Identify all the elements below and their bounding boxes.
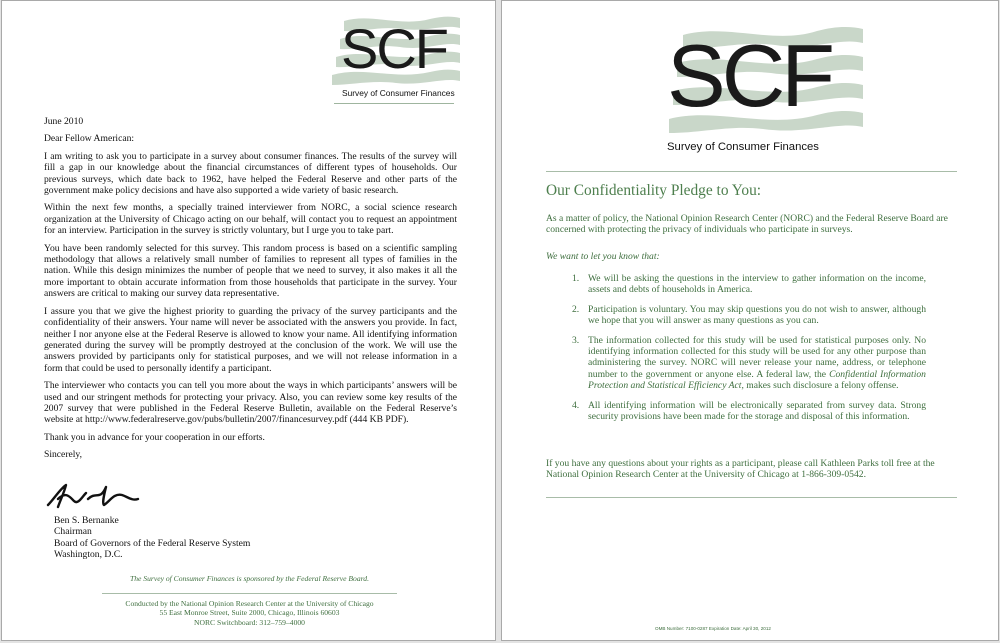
signer-title: Chairman [54, 526, 92, 538]
letter-paragraph: I assure you that we give the highest priority to guarding the privacy of the survey participants and the confidentiality of their answers. Your name will never be associated with the answers you provide. In fact, neither I nor anyone else at the Federal Reserve is allowed to know your name. All identifying information generated during the survey will be promptly destroyed at the conclusion of the work. We will use the answers provided by participants only for statistical purposes, and we will not release information in a form that could be used to personally identify a participant. [44, 305, 457, 374]
letter-paragraph: The interviewer who contacts you can tell you more about the ways in which participants’ answers will be used and our stringent methods for protecting your privacy. Also, you can review some key results of the 2007 survey that were published in the Federal Reserve Bulletin, available on the Federal Reserve’s website at http://www.federalreserve.gov/pubs/bulletin/2007/financesurvey.pdf (444 KB PDF). [44, 380, 457, 426]
bottom-rule [546, 497, 957, 498]
letter-footer [2, 599, 496, 627]
item-number: 4. [572, 399, 580, 411]
scf-logo [665, 21, 865, 156]
title-rule [546, 171, 957, 172]
item-text: Participation is voluntary. You may skip questions you do not wish to answer, although we hope that you will answer as many questions as you can. [588, 303, 926, 327]
signer-location: Washington, D.C. [54, 548, 123, 560]
sponsor-note: The Survey of Consumer Finances is sponsored by the Federal Reserve Board. [129, 574, 369, 583]
item-number: 2. [572, 303, 580, 315]
footer-line: NORC Switchboard: 312–759–4000 [194, 617, 305, 627]
pledge-item [572, 304, 926, 327]
pledge-item [572, 400, 926, 423]
letter-date: June 2010 [44, 116, 84, 127]
logo-mark: SCF [667, 26, 831, 125]
item-text: All identifying information will be electronically separated from survey data. Strong security provisions have been made for the storage and disposal of this information. [588, 399, 926, 423]
footer-line: 55 East Monroe Street, Suite 2000, Chicago, Illinois 60603 [159, 608, 340, 618]
letter-paragraph: You have been randomly selected for this survey. This random process is based on a scientific sampling methodology that allows a relatively small number of families to represent all types of families in the nation. While this design minimizes the number of people that we need to survey, it also makes it all the more important to obtain accurate information from those households that participate in the survey. Your answers are critical to making our survey data representative. [44, 242, 457, 300]
letter-page [1, 0, 496, 641]
pledge-intro: As a matter of policy, the National Opinion Research Center (NORC) and the Federal Reserve Board are concerned with protecting the privacy of individuals who participate in surveys. [546, 213, 948, 236]
signer-name: Ben S. Bernanke [54, 515, 119, 526]
signer-block [54, 515, 250, 560]
item-text-after: makes such disclosure a felony offense. [743, 380, 899, 392]
letter-paragraph: Thank you in advance for your cooperation in our efforts. [44, 431, 265, 443]
item-text: The information collected for this study will be used for statistical purposes only. No identifying information collected for this study will be used for any other purpose than administering the survey. NORC will never release your name, address, or telephone number to the government or anyone else. A federal law, the [588, 334, 926, 380]
pledge-item [572, 273, 926, 296]
pledge-closing: If you have any questions about your rights as a participant, please call Kathleen Parks toll free at the National Opinion Research Center at the University of Chicago at 1-866-309-0542. [546, 458, 935, 481]
letter-paragraph: Within the next few months, a specially trained interviewer from NORC, a social science research organization at the University of Chicago acting on our behalf, will contact you to request an appointment for an interview. Participation in the survey is strictly voluntary, but I urge you to take part. [44, 202, 457, 237]
pledge-title: Our Confidentiality Pledge to You: [546, 182, 762, 199]
logo-subtitle: Survey of Consumer Finances [667, 141, 819, 153]
item-number: 1. [572, 273, 580, 284]
logo-subtitle: Survey of Consumer Finances [342, 88, 455, 98]
header-rule [334, 103, 454, 104]
item-text: We will be asking the questions in the interview to gather information on the income, assets and debts of households in America. [588, 273, 926, 296]
scf-logo [326, 13, 462, 101]
pledge-lead: We want to let you know that: [546, 251, 660, 262]
signer-organization: Board of Governors of the Federal Reserve System [54, 537, 251, 549]
handwritten-signature [44, 481, 144, 511]
logo-mark: SCF [341, 17, 447, 80]
omb-number: OMB Number: 7100-0287 Expiration Date: April 30, 2012 [655, 626, 771, 631]
item-act-name: Confidential Information Protection and Statistical Efficiency Act, [588, 368, 926, 392]
footer-line: Conducted by the National Opinion Research Center at the University of Chicago [125, 599, 374, 608]
letter-body [44, 116, 457, 467]
letter-closing: Sincerely, [44, 449, 83, 461]
footer-rule [102, 593, 397, 594]
item-number: 3. [572, 334, 580, 346]
pledge-page [501, 0, 999, 641]
pledge-item [572, 335, 926, 392]
letter-salutation: Dear Fellow American: [44, 133, 135, 145]
letter-paragraph: I am writing to ask you to participate in a survey about consumer finances. The results of the survey will fill a gap in our knowledge about the financial circumstances of different types of households. Our previous surveys, which date back to 1962, have helped the Federal Reserve and other parts of the government make policy decisions and have also supported a wide variety of basic research. [44, 150, 457, 197]
pledge-list [572, 273, 926, 430]
